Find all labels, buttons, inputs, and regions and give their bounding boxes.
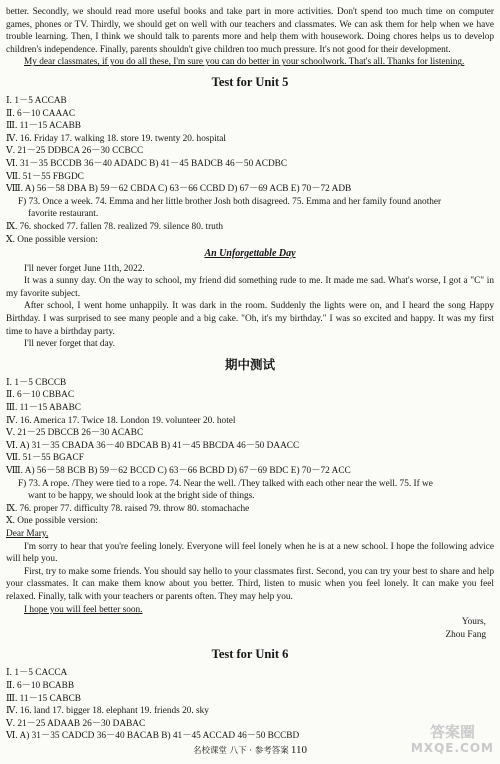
letter-paragraph-3: I hope you will feel better soon. (24, 604, 143, 615)
page-number: 110 (290, 744, 308, 756)
letter-closing: Yours, (461, 617, 486, 628)
answer-line: Ⅲ. 11－15 CABCB (6, 693, 82, 704)
page-content (6, 6, 494, 743)
answer-line: Ⅳ. 16. land 17. bigger 18. elephant 19. friends 20. sky (6, 706, 209, 717)
answer-line: Ⅴ. 21－25 ADAAB 26－30 DABAC (6, 718, 146, 729)
answer-line: want to be happy, we should look at the bright side of things. (28, 491, 255, 502)
midterm-title: 期中测试 (224, 356, 275, 372)
essay-paragraph: After school, I went home unhappily. It was dark in the room. Suddenly the lights were on, and I heard the song Happy Birthday. I was surprised to see many people and a big cake. "Oh, it's my birthday." I was so excited and happy. It was my first time to have a birthday party. (6, 301, 494, 337)
answer-line: Ⅸ. 76. shocked 77. fallen 78. realized 79. silence 80. truth (6, 221, 224, 232)
letter-paragraph-2: First, try to make some friends. You should say hello to your classmates first. Second, you can try your best to share and help your classmates. It can make them know about you better. Third, listen to music when you feel lonely. It can make you feel relaxed. Finally, talk with your teachers or parents often. They may help you. (6, 566, 494, 602)
letter-salutation: Dear Mary, (6, 528, 49, 539)
answer-line: Ⅲ. 11－15 ABABC (6, 403, 82, 414)
answer-line: F) 73. A rope. /They were tied to a rope. 74. Near the well. /They talked with each other near the well. 75. If we (18, 478, 433, 489)
answer-line: Ⅶ. 51－55 BGACF (6, 453, 84, 464)
essay-paragraph: I'll never forget June 11th, 2022. (24, 263, 145, 274)
intro-paragraph-1: better. Secondly, we should read more useful books and take part in more activities. Don't spend too much time on computer games, phones or TV. Thirdly, we should get on well with our teachers and classmates. We can ask them for help when we have trouble learning. Then, I think we should talk to parents more and help them with housework. Doing chores helps us to develop children's independence. Finally, parents shouldn't give children too much pressure. It's not good for their development. (6, 7, 494, 55)
answer-line: Ⅵ. 31－35 BCCDB 36－40 ADADC B) 41－45 BADCB 46－50 ACDBC (6, 158, 288, 169)
essay-paragraph: It was a sunny day. On the way to school, my friend did something rude to me. It made me sad. What's worse, I got a "C" in my favorite subject. (6, 276, 494, 299)
answer-line: Ⅰ. 1－5 ACCAB (6, 95, 67, 106)
answer-line: Ⅹ. One possible version: (6, 516, 98, 527)
answer-line: Ⅰ. 1－5 CBCCB (6, 377, 67, 388)
intro-paragraph-2: My dear classmates, if you do all these, I'm sure you can do better in your schoolwork. That's all. Thanks for listening. (24, 57, 465, 68)
answer-line: Ⅱ. 6－10 CBBAC (6, 390, 75, 401)
essay-title: An Unforgettable Day (204, 248, 296, 260)
answer-line: Ⅳ. 16. America 17. Twice 18. London 19. volunteer 20. hotel (6, 415, 236, 426)
answer-line: F) 73. Once a week. 74. Emma and her little brother Josh both disagreed. 75. Emma and her family found another (18, 196, 442, 207)
answer-line: Ⅴ. 21－25 DDBCA 26－30 CCBCC (6, 146, 144, 157)
answer-line: Ⅱ. 6－10 CAAAC (6, 108, 76, 119)
answer-line: Ⅰ. 1－5 CACCA (6, 668, 68, 679)
watermark-en: MXQE.COM (410, 741, 494, 755)
essay-paragraph: I'll never forget that day. (24, 339, 115, 350)
answer-line: Ⅷ. A) 56－58 BCB B) 59－62 BCCD C) 63－66 BCBD D) 67－69 BDC E) 70－72 ACC (6, 466, 351, 476)
answer-line: Ⅴ. 21－25 DBCCB 26－30 ACABC (6, 428, 144, 439)
answer-line: favorite restaurant. (28, 209, 99, 220)
unit5-title: Test for Unit 5 (211, 74, 289, 89)
answer-line: Ⅶ. 51－55 FBGDC (6, 171, 84, 182)
answer-line: Ⅵ. A) 31－35 CBADA 36－40 BDCAB B) 41－45 BBCDA 46－50 DAACC (6, 440, 300, 451)
answer-line: Ⅵ. A) 31－35 CADCD 36－40 BACAB B) 41－45 ACCAD 46－50 BCCBD (6, 731, 300, 742)
letter-paragraph-1: I'm sorry to hear that you're feeling lonely. Everyone will feel lonely when he is at a new school. I hope the following advice will help you. (6, 541, 494, 565)
answer-line: Ⅷ. A) 56－58 DBA B) 59－62 CBDA C) 63－66 CCBD D) 67－69 ACB E) 70－72 ADB (6, 184, 352, 195)
answer-line: Ⅱ. 6－10 BCABB (6, 680, 75, 691)
watermark-logo (411, 724, 494, 756)
footer-label: 名校课堂 八下 · 参考答案 (192, 746, 289, 756)
answer-line: Ⅹ. One possible version: (6, 234, 98, 245)
unit6-title: Test for Unit 6 (211, 647, 289, 662)
answer-line: Ⅳ. 16. Friday 17. walking 18. store 19. twenty 20. hospital (6, 133, 226, 144)
answer-line: Ⅲ. 11－15 ACABB (6, 121, 82, 132)
letter-signature: Zhou Fang (445, 629, 486, 640)
answer-line: Ⅸ. 76. proper 77. difficulty 78. raised 79. throw 80. stomachache (6, 503, 250, 514)
watermark-cn: 答案圈 (429, 723, 475, 741)
